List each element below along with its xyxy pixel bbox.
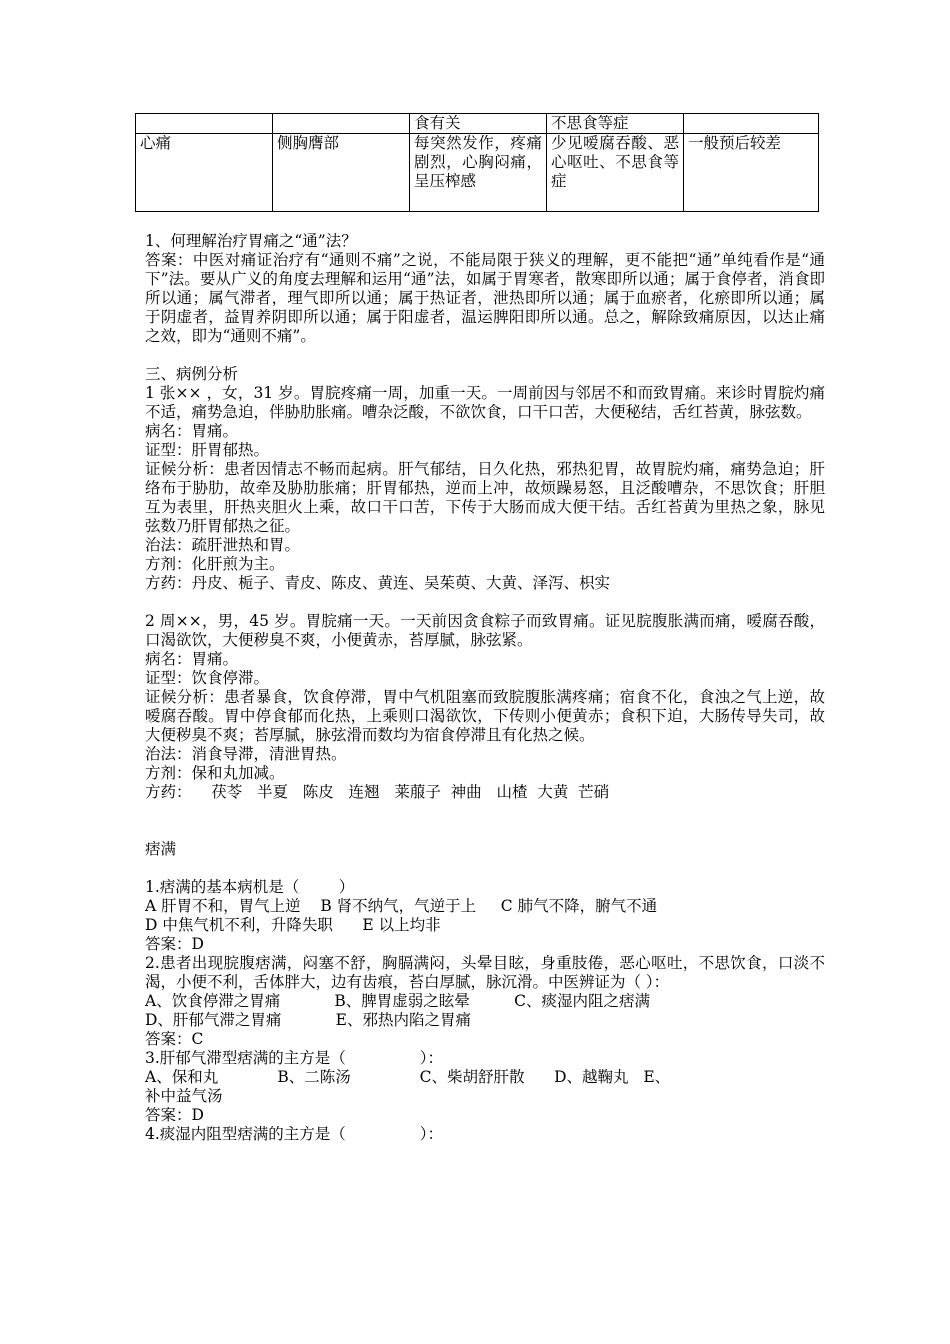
question-answer: 答案：D xyxy=(145,1106,204,1124)
table-cell: 不思食等症 xyxy=(547,114,684,134)
case-disease-name: 病名：胃痛。 xyxy=(145,650,239,668)
table-cell xyxy=(136,114,273,134)
question-answer: 答案：C xyxy=(145,1030,204,1048)
question-options: A、保和丸 B、二陈汤 C、柴胡舒肝散 D、越鞠丸 E、 xyxy=(145,1068,671,1086)
table-cell: 侧胸膺部 xyxy=(273,134,410,212)
question-stem: 4.痰湿内阻型痞满的主方是（ ）： xyxy=(145,1125,443,1143)
table-cell: 心痛 xyxy=(136,134,273,212)
section-heading: 三、病例分析 xyxy=(145,365,239,383)
section-heading: 痞满 xyxy=(145,840,177,858)
comparison-table xyxy=(135,113,819,212)
case-formula: 方剂：化肝煎为主。 xyxy=(145,555,285,573)
case-syndrome-type: 证型：饮食停滞。 xyxy=(145,669,270,687)
case-analysis: 证候分析：患者暴食，饮食停滞，胃中气机阻塞而致脘腹胀满疼痛；宿食不化，食浊之气上逆，故嗳腐吞酸。胃中停食郁而化热，上乘则口渴欲饮，下传则小便黄赤；食积下迫，大肠传导失司，故大便秽臭不爽；苔厚腻，脉弦滑而数均为宿食停滞且有化热之候。 xyxy=(145,688,825,744)
table-cell xyxy=(684,114,819,134)
case-herbs: 方药： 茯苓 半夏 陈皮 连翘 莱菔子 神曲 山楂 大黄 芒硝 xyxy=(145,783,610,801)
table-row xyxy=(136,134,819,212)
table-cell: 少见嗳腐吞酸、恶心呕吐、不思食等症 xyxy=(547,134,684,212)
question-stem: 2.患者出现脘腹痞满，闷塞不舒，胸膈满闷，头晕目眩，身重肢倦，恶心呕吐，不思饮食，口淡不渴，小便不利，舌体胖大，边有齿痕，苔白厚腻，脉沉滑。中医辨证为（ ）： xyxy=(145,954,825,991)
table-cell: 每突然发作，疼痛剧烈，心胸闷痛，呈压榨感 xyxy=(410,134,547,212)
question-options: 补中益气汤 xyxy=(145,1087,223,1105)
question-answer: 答案：D xyxy=(145,935,204,953)
case-disease-name: 病名：胃痛。 xyxy=(145,422,239,440)
table-cell xyxy=(273,114,410,134)
case-treatment-method: 治法：消食导滞，清泄胃热。 xyxy=(145,745,347,763)
table-cell: 食有关 xyxy=(410,114,547,134)
table-cell: 一般预后较差 xyxy=(684,134,819,212)
question-options: A 肝胃不和，胃气上逆 B 肾不纳气，气逆于上 C 肺气不降，腑气不通 xyxy=(145,897,658,915)
case-description: 1 张×× ，女，31 岁。胃脘疼痛一周，加重一天。一周前因与邻居不和而致胃痛。来诊时胃脘灼痛不适，痛势急迫，伴胁肋胀痛。嘈杂泛酸，不欲饮食，口干口苦，大便秘结，舌红苔黄，脉弦数。 xyxy=(145,384,825,421)
document-body xyxy=(145,232,825,1144)
question-options: A、饮食停滞之胃痛 B、脾胃虚弱之眩晕 C、痰湿内阻之痞满 xyxy=(145,992,650,1010)
question-options: D、肝郁气滞之胃痛 E、邪热内陷之胃痛 xyxy=(145,1011,471,1029)
case-description: 2 周××，男，45 岁。胃脘痛一天。一天前因贪食粽子而致胃痛。证见脘腹胀满而痛，嗳腐吞酸，口渴欲饮，大便秽臭不爽，小便黄赤，苔厚腻，脉弦紧。 xyxy=(145,612,825,649)
table-row xyxy=(136,114,819,134)
case-treatment-method: 治法：疏肝泄热和胃。 xyxy=(145,536,301,554)
question-options: D 中焦气机不利，升降失职 E 以上均非 xyxy=(145,916,441,934)
question-answer: 答案：中医对痛证治疗有“通则不痛”之说，不能局限于狭义的理解，更不能把“通”单纯看作是“通下”法。要从广义的角度去理解和运用“通”法，如属于胃寒者，散寒即所以通；属于食停者，消食即所以通；属气滞者，理气即所以通；属于热证者，泄热即所以通；属于血瘀者，化瘀即所以通；属于阴虚者，益胃养阴即所以通；属于阳虚者，温运脾阳即所以通。总之，解除致痛原因，以达止痛之效，即为“通则不痛”。 xyxy=(145,251,825,345)
question-stem: 1.痞满的基本病机是（ ） xyxy=(145,878,355,896)
question-title: 1、何理解治疗胃痛之“通”法？ xyxy=(145,232,357,250)
case-analysis: 证候分析：患者因情志不畅而起病。肝气郁结，日久化热，邪热犯胃，故胃脘灼痛，痛势急迫；肝络布于胁肋，故牵及胁肋胀痛；肝胃郁热，逆而上冲，故烦躁易怒，且泛酸嘈杂，不思饮食；肝胆互为表里，肝热夹胆火上乘，故口干口苦，下传于大肠而成大便干结。舌红苔黄为里热之象，脉见弦数乃肝胃郁热之征。 xyxy=(145,460,825,535)
question-stem: 3.肝郁气滞型痞满的主方是（ ）： xyxy=(145,1049,443,1067)
case-syndrome-type: 证型：肝胃郁热。 xyxy=(145,441,270,459)
case-formula: 方剂：保和丸加减。 xyxy=(145,764,285,782)
case-herbs: 方药：丹皮、栀子、青皮、陈皮、黄连、吴茱萸、大黄、泽泻、枳实 xyxy=(145,574,611,592)
